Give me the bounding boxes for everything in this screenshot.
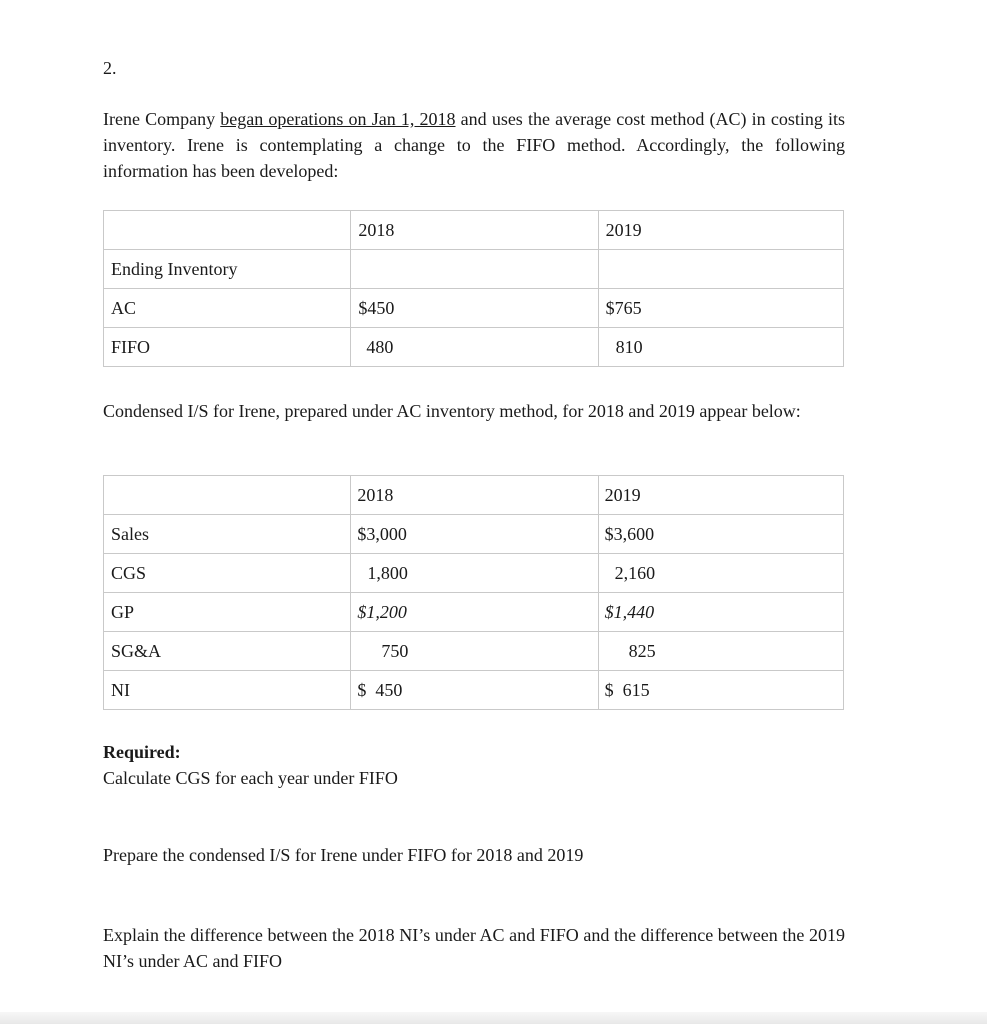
required-item-1: Calculate CGS for each year under FIFO <box>103 768 398 788</box>
header-cell: 2019 <box>598 476 843 515</box>
cell-2019: $ 615 <box>598 671 843 710</box>
cell-2018: 1,800 <box>351 554 598 593</box>
required-heading: Required: <box>103 742 181 762</box>
cell-2019: $1,440 <box>598 593 843 632</box>
inventory-table <box>103 210 844 367</box>
cell-2018: 480 <box>351 328 598 367</box>
income-statement-intro: Condensed I/S for Irene, prepared under AC inventory method, for 2018 and 2019 appear below: <box>103 401 801 421</box>
cell-2019: 810 <box>598 328 843 367</box>
row-label: FIFO <box>104 328 351 367</box>
row-label: AC <box>104 289 351 328</box>
table-row <box>104 593 844 632</box>
row-label: Ending Inventory <box>104 250 351 289</box>
intro-text-post: and uses the average cost method (AC) in costing its inventory. Irene is contemplating a change to the FIFO method. Accordingly, the following information has been developed: <box>103 109 845 181</box>
header-cell: 2019 <box>598 211 843 250</box>
row-label: GP <box>104 593 351 632</box>
cell-2018: $450 <box>351 289 598 328</box>
cell-2019: 2,160 <box>598 554 843 593</box>
cell-2018: $ 450 <box>351 671 598 710</box>
row-label: CGS <box>104 554 351 593</box>
question-number: 2. <box>103 58 117 78</box>
table-header-row <box>104 476 844 515</box>
required-item-3: Explain the difference between the 2018 NI’s under AC and FIFO and the difference between the 2019 NI’s under AC and FIFO <box>103 925 845 971</box>
cell-2018: $3,000 <box>351 515 598 554</box>
row-label: SG&A <box>104 632 351 671</box>
income-statement-table <box>103 475 844 710</box>
row-label: NI <box>104 671 351 710</box>
table-row <box>104 328 844 367</box>
intro-text-pre: Irene Company <box>103 109 221 129</box>
intro-paragraph <box>103 106 845 184</box>
table-row <box>104 554 844 593</box>
table-row <box>104 289 844 328</box>
table-row <box>104 515 844 554</box>
required-item-2: Prepare the condensed I/S for Irene under FIFO for 2018 and 2019 <box>103 845 584 865</box>
row-label: Sales <box>104 515 351 554</box>
cell-2019 <box>598 250 843 289</box>
cell-2018 <box>351 250 598 289</box>
page-bottom-edge <box>0 1012 987 1024</box>
table-header-row <box>104 211 844 250</box>
cell-2019: $765 <box>598 289 843 328</box>
intro-underlined-text: began operations on Jan 1, 2018 <box>220 109 456 129</box>
header-cell <box>104 476 351 515</box>
cell-2019: 825 <box>598 632 843 671</box>
table-row <box>104 250 844 289</box>
cell-2018: 750 <box>351 632 598 671</box>
header-cell: 2018 <box>351 476 598 515</box>
table-row <box>104 671 844 710</box>
header-cell: 2018 <box>351 211 598 250</box>
cell-2019: $3,600 <box>598 515 843 554</box>
cell-2018: $1,200 <box>351 593 598 632</box>
table-row <box>104 632 844 671</box>
header-cell <box>104 211 351 250</box>
